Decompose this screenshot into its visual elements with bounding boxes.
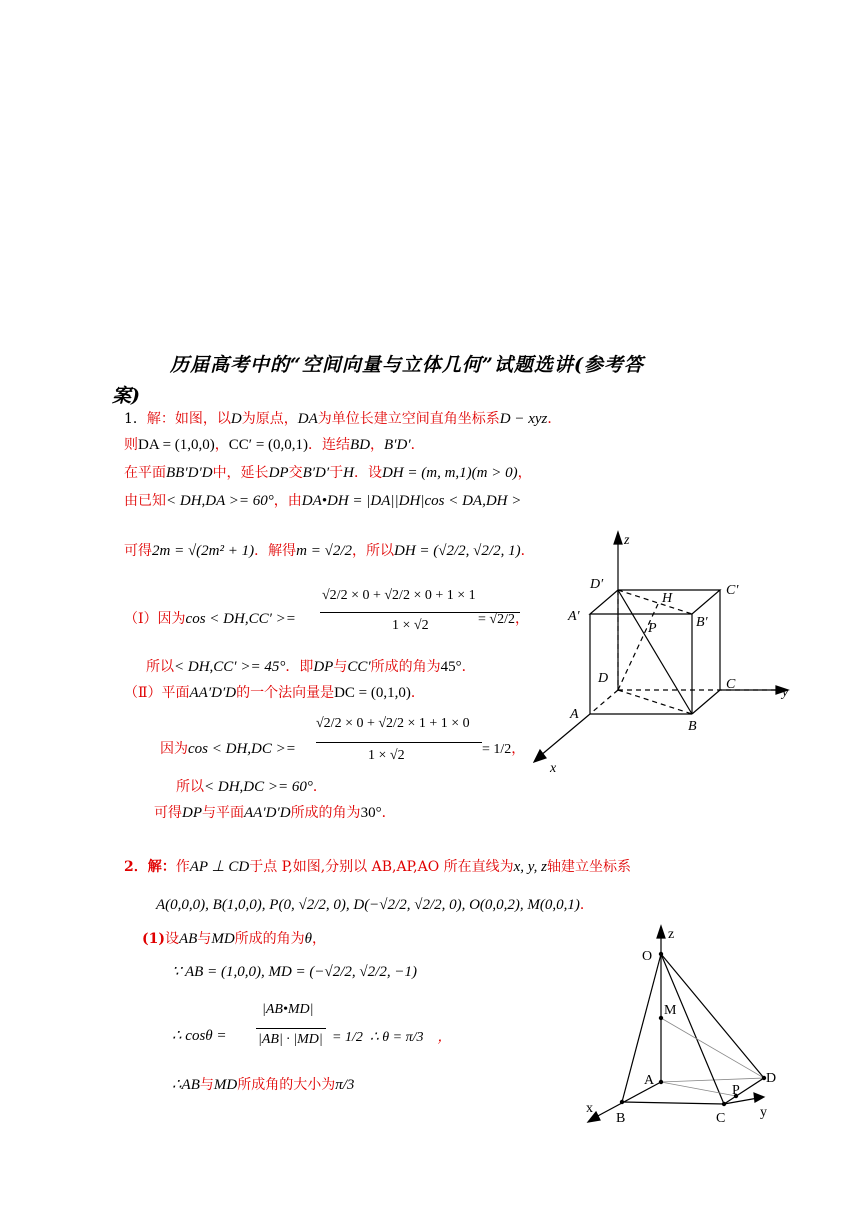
page-title: 历届高考中的“空间向量与立体几何”试题选讲(参考答: [170, 354, 644, 376]
fig1-label-A1: A′: [568, 609, 580, 624]
fig2-label-P: P: [732, 1083, 740, 1098]
cube-figure: [530, 530, 800, 778]
p2-line3: (1)设AB与MD所成的角为θ，: [142, 931, 327, 947]
fig1-label-z: z: [624, 533, 630, 548]
p2-line5-numerator: |AB•MD|: [262, 1002, 314, 1017]
pyr-point-B: [620, 1100, 624, 1104]
p2-line5-result: = 1/2 ∴ θ = π/3 ，: [332, 1030, 452, 1045]
pyr-point-M: [659, 1016, 663, 1020]
fig1-label-B: B: [688, 719, 697, 734]
fig2-label-C: C: [716, 1111, 726, 1126]
pyr-line-MD: [661, 1018, 764, 1078]
p1-line7: 所以< DH,CC′ >= 45°．即DP与CC′所成的角为45°．: [146, 659, 476, 675]
cube-x-axis: [540, 714, 590, 756]
cube-diagonal-D1B: [618, 590, 692, 714]
fig2-label-O: O: [642, 949, 653, 964]
p2-line4: ∵ AB = (1,0,0), MD = (−√2/2, √2/2, −1): [172, 964, 417, 980]
p1-line8: （Ⅱ）平面AA′D′D的一个法向量是DC = (0,1,0)．: [124, 685, 425, 701]
pyr-line-AP: [661, 1082, 736, 1096]
fig1-label-C1: C′: [726, 583, 739, 598]
p1-line1: 1．解：如图，以D为原点，DA为单位长建立空间直角坐标系D − xyz．: [124, 411, 562, 427]
fig1-label-B1: B′: [696, 615, 708, 630]
p1-line6-numerator: √2/2 × 0 + √2/2 × 0 + 1 × 1: [322, 588, 476, 603]
p1-line9-fraction-bar: [316, 742, 482, 743]
cube-z-arrow: [614, 532, 622, 544]
page-title-continued: 案): [112, 385, 140, 407]
fig2-label-z: z: [668, 927, 675, 942]
p1-line9-result: = 1/2，: [482, 742, 526, 757]
fig2-label-x: x: [586, 1101, 593, 1116]
fig1-label-P: P: [648, 621, 657, 636]
fig1-label-D1: D′: [590, 577, 604, 592]
pyr-point-C: [722, 1102, 726, 1106]
pyr-point-O: [659, 952, 663, 956]
p1-line9-numerator: √2/2 × 0 + √2/2 × 1 + 1 × 0: [316, 716, 470, 731]
cube-x-axis-hidden: [590, 690, 618, 714]
fig2-label-A: A: [644, 1073, 655, 1088]
fig2-label-B: B: [616, 1111, 626, 1126]
pyramid-figure: [584, 918, 794, 1130]
fig2-label-M: M: [664, 1003, 677, 1018]
p1-line9-denominator: 1 × √2: [368, 748, 405, 763]
fig2-label-D: D: [766, 1071, 777, 1086]
pyr-edge-BC: [622, 1102, 724, 1104]
pyr-y-arrow: [754, 1093, 764, 1102]
p1-line6-label: （Ⅰ）因为cos < DH,CC′ >=: [124, 611, 296, 627]
pyr-edge-OB: [622, 954, 661, 1102]
fig1-label-D: D: [598, 671, 609, 686]
p2-line1: 2．解：作AP ⊥ CD于点 P,如图,分别以 AB,AP,AO 所在直线为x, y, z轴建立坐标系: [124, 859, 631, 875]
p2-line5-denominator: |AB| · |MD|: [258, 1032, 323, 1047]
fig1-label-x: x: [550, 761, 557, 776]
p1-line6-denominator: 1 × √2: [392, 618, 429, 633]
p1-line10: 所以< DH,DC >= 60°．: [176, 779, 327, 795]
p2-line5: ∴ cosθ =: [172, 1028, 227, 1044]
fig1-label-C: C: [726, 677, 736, 692]
pyr-z-arrow: [657, 926, 665, 938]
p1-line3: 在平面BB′D′D中，延长DP交B′D′于H．设DH = (m, m,1)(m > 0)，: [124, 465, 532, 481]
p1-line9-label: 因为cos < DH,DC >=: [160, 741, 296, 757]
p1-line11: 可得DP与平面AA′D′D所成的角为30°．: [154, 805, 396, 821]
p2-line2: A(0,0,0), B(1,0,0), P(0, √2/2, 0), D(−√2/2, √2/2, 0), O(0,0,2), M(0,0,1)．: [156, 897, 594, 913]
fig1-label-A: A: [570, 707, 579, 722]
fig1-label-H: H: [662, 591, 673, 606]
cube-diagonal-D1B1: [618, 590, 692, 614]
p1-line6-result: = √2/2，: [478, 612, 529, 627]
p1-line2: 则DA = (1,0,0)，CC′ = (0,0,1)．连结BD，B′D′．: [124, 437, 425, 453]
pyr-point-A: [659, 1080, 663, 1084]
cube-diagonal-DB: [618, 690, 692, 714]
cube-edge-BC: [692, 690, 720, 714]
fig2-label-y: y: [760, 1105, 767, 1120]
fig1-label-y: y: [782, 685, 789, 700]
pyr-edge-AD: [661, 1078, 764, 1082]
p1-line4: 由已知< DH,DA >= 60°，由DA•DH = |DA||DH|cos < DA,DH >: [124, 493, 522, 509]
p2-line6: ∴AB与MD所成角的大小为π/3: [172, 1077, 355, 1093]
p1-line5: 可得2m = √(2m² + 1)．解得m = √2/2，所以DH = (√2/2, √2/2, 1)．: [124, 543, 535, 559]
p2-line5-fraction-bar: [256, 1028, 326, 1029]
